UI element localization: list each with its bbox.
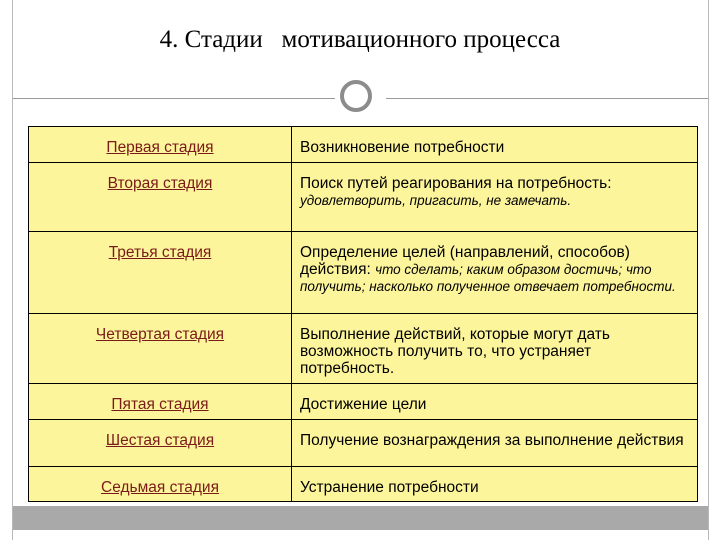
stage-description: Возникновение потребности (300, 139, 505, 156)
stage-cell (29, 420, 292, 467)
stage-cell (29, 232, 292, 314)
stage-name: Седьмая стадия (101, 479, 219, 496)
stage-cell (29, 384, 292, 420)
stage-cell (29, 163, 292, 232)
stage-name: Первая стадия (106, 139, 214, 156)
divider-line-right (386, 98, 708, 99)
stage-name: Пятая стадия (111, 396, 209, 413)
stage-name: Третья стадия (108, 244, 212, 261)
stage-cell (29, 314, 292, 384)
table-row (29, 420, 698, 467)
stage-cell (29, 127, 292, 163)
stages-table (28, 126, 698, 502)
description-cell (292, 127, 698, 163)
description-cell (292, 163, 698, 232)
slide-title: 4. Стадии мотивационного процесса (159, 26, 561, 53)
table-row (29, 384, 698, 420)
description-cell (292, 314, 698, 384)
stage-name: Вторая стадия (107, 175, 213, 192)
stage-description: Получение вознаграждения за выполнение действия (300, 432, 684, 449)
stage-note: удовлетворить, пригасить, не замечать. (300, 193, 572, 208)
stage-description: Устранение потребности (300, 479, 479, 496)
stage-name: Шестая стадия (105, 432, 215, 449)
circle-ornament-icon (340, 80, 372, 112)
description-cell (292, 420, 698, 467)
description-cell (292, 384, 698, 420)
table-row (29, 232, 698, 314)
description-cell (292, 232, 698, 314)
stage-description: Поиск путей реагирования на потребность: (300, 175, 612, 192)
description-cell (292, 467, 698, 502)
stage-description: Определение целей (направлений, способов) действия: (300, 244, 630, 278)
table-row (29, 467, 698, 502)
stage-description: Выполнение действий, которые могут дать возможность получить то, что устраняет потребность. (300, 326, 610, 377)
table-row (29, 127, 698, 163)
stage-cell (29, 467, 292, 502)
table-row (29, 163, 698, 232)
divider-line-left (13, 98, 335, 99)
stage-note: что сделать; каким образом достичь; что получить; насколько полученное отвечает потребности. (300, 262, 676, 294)
stage-name: Четвертая стадия (95, 326, 225, 343)
footer-bar (13, 506, 708, 530)
stage-description: Достижение цели (300, 396, 427, 413)
table-row (29, 314, 698, 384)
